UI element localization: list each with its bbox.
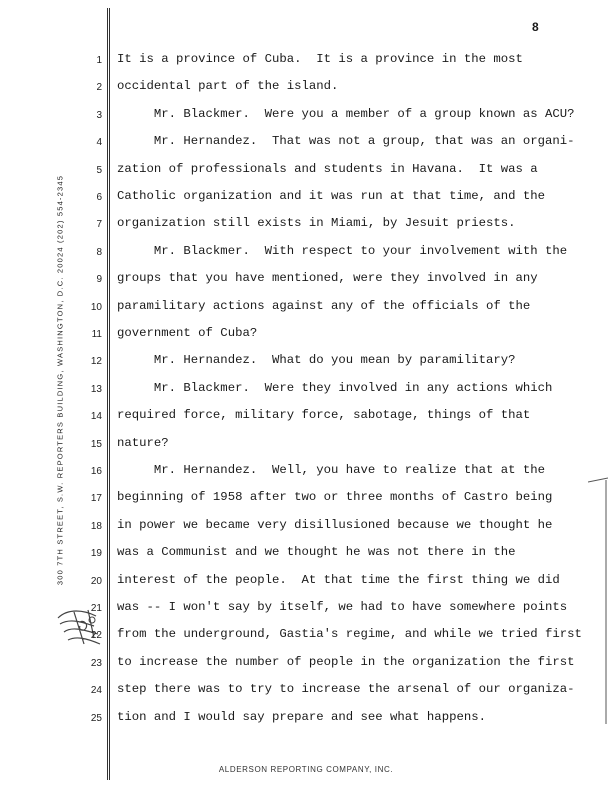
line-text: beginning of 1958 after two or three months of Castro being [117, 490, 553, 505]
line-number: 11 [91, 329, 102, 340]
line-text: was -- I won't say by itself, we had to have somewhere points [117, 600, 568, 614]
line-number: 24 [90, 685, 102, 697]
line-number: 6 [96, 192, 102, 203]
line-number: 10 [90, 301, 102, 313]
line-number: 18 [90, 520, 102, 532]
line-text: required force, military force, sabotage, things of that [117, 408, 531, 423]
transcript-line [0, 461, 612, 488]
line-text: to increase the number of people in the organization the first [117, 654, 575, 669]
transcript-line [0, 434, 612, 461]
transcript-line [0, 324, 612, 351]
transcript-line [0, 708, 612, 735]
line-number: 1 [96, 55, 102, 66]
line-text: interest of the people. At that time the first thing we did [117, 572, 560, 587]
transcript-line [0, 77, 612, 104]
line-text: Mr. Blackmer. Were you a member of a group known as ACU? [117, 106, 575, 121]
transcript-line [0, 105, 612, 132]
line-number: 15 [90, 438, 102, 450]
line-text: It is a province of Cuba. It is a province in the most [117, 52, 523, 66]
line-number: 20 [90, 575, 102, 587]
line-text: was a Communist and we thought he was not there in the [117, 545, 516, 560]
line-text: nature? [117, 435, 169, 450]
line-number: 8 [96, 246, 102, 258]
line-number: 13 [90, 383, 102, 395]
line-number: 4 [96, 137, 102, 149]
line-text: Catholic organization and it was run at that time, and the [117, 189, 546, 203]
transcript-line [0, 132, 612, 159]
transcript-line [0, 214, 612, 241]
transcript-line [0, 406, 612, 433]
line-text: in power we became very disillusioned because we thought he [117, 517, 553, 532]
line-text: Mr. Blackmer. With respect to your involvement with the [117, 243, 568, 258]
page-number: 8 [532, 20, 539, 34]
transcript-line [0, 160, 612, 187]
line-text: Mr. Hernandez. Well, you have to realize that at the [117, 463, 546, 477]
line-number: 22 [90, 630, 102, 642]
line-text: government of Cuba? [117, 326, 258, 340]
line-text: paramilitary actions against any of the officials of the [117, 298, 531, 313]
transcript-line [0, 242, 612, 269]
line-number: 3 [96, 109, 102, 121]
transcript-line [0, 488, 612, 515]
right-margin-bracket [588, 474, 608, 724]
line-number: 17 [90, 493, 102, 505]
transcript-line [0, 50, 612, 77]
line-text: from the underground, Gastia's regime, and while we tried first [117, 627, 582, 642]
transcript-line [0, 187, 612, 214]
line-number: 25 [90, 712, 102, 724]
line-number: 12 [90, 356, 102, 368]
transcript-line [0, 269, 612, 296]
line-number: 21 [90, 603, 102, 614]
line-number: 14 [90, 411, 102, 423]
line-number: 19 [90, 548, 102, 560]
line-text: zation of professionals and students in Havana. It was a [117, 161, 538, 176]
transcript-line [0, 571, 612, 598]
line-text: Mr. Blackmer. Were they involved in any actions which [117, 380, 553, 395]
transcript-line [0, 680, 612, 707]
line-text: groups that you have mentioned, were they involved in any [117, 271, 538, 286]
footer-company: ALDERSON REPORTING COMPANY, INC. [218, 765, 394, 774]
line-text: organization still exists in Miami, by Jesuit priests. [117, 216, 516, 231]
side-margin-address: 300 7TH STREET, S.W. REPORTERS BUILDING, WASHINGTON, D.C. 20024 (202) 554-2345 [55, 174, 65, 586]
line-number: 16 [90, 466, 102, 477]
line-text: Mr. Hernandez. What do you mean by paramilitary? [117, 353, 516, 368]
line-number: 7 [96, 219, 102, 231]
line-number: 2 [96, 82, 102, 94]
transcript-line [0, 516, 612, 543]
line-number: 23 [90, 657, 102, 669]
transcript-line [0, 351, 612, 378]
transcript-line [0, 379, 612, 406]
line-number: 5 [96, 164, 102, 176]
transcript-line [0, 598, 612, 625]
transcript-line [0, 653, 612, 680]
line-text: occidental part of the island. [117, 79, 339, 94]
line-text: step there was to try to increase the arsenal of our organiza- [117, 682, 575, 697]
transcript-line [0, 297, 612, 324]
line-number: 9 [96, 274, 102, 286]
line-text: Mr. Hernandez. That was not a group, that was an organi- [117, 134, 575, 149]
line-text: tion and I would say prepare and see what happens. [117, 709, 486, 724]
transcript-line [0, 625, 612, 652]
transcript-line [0, 543, 612, 570]
